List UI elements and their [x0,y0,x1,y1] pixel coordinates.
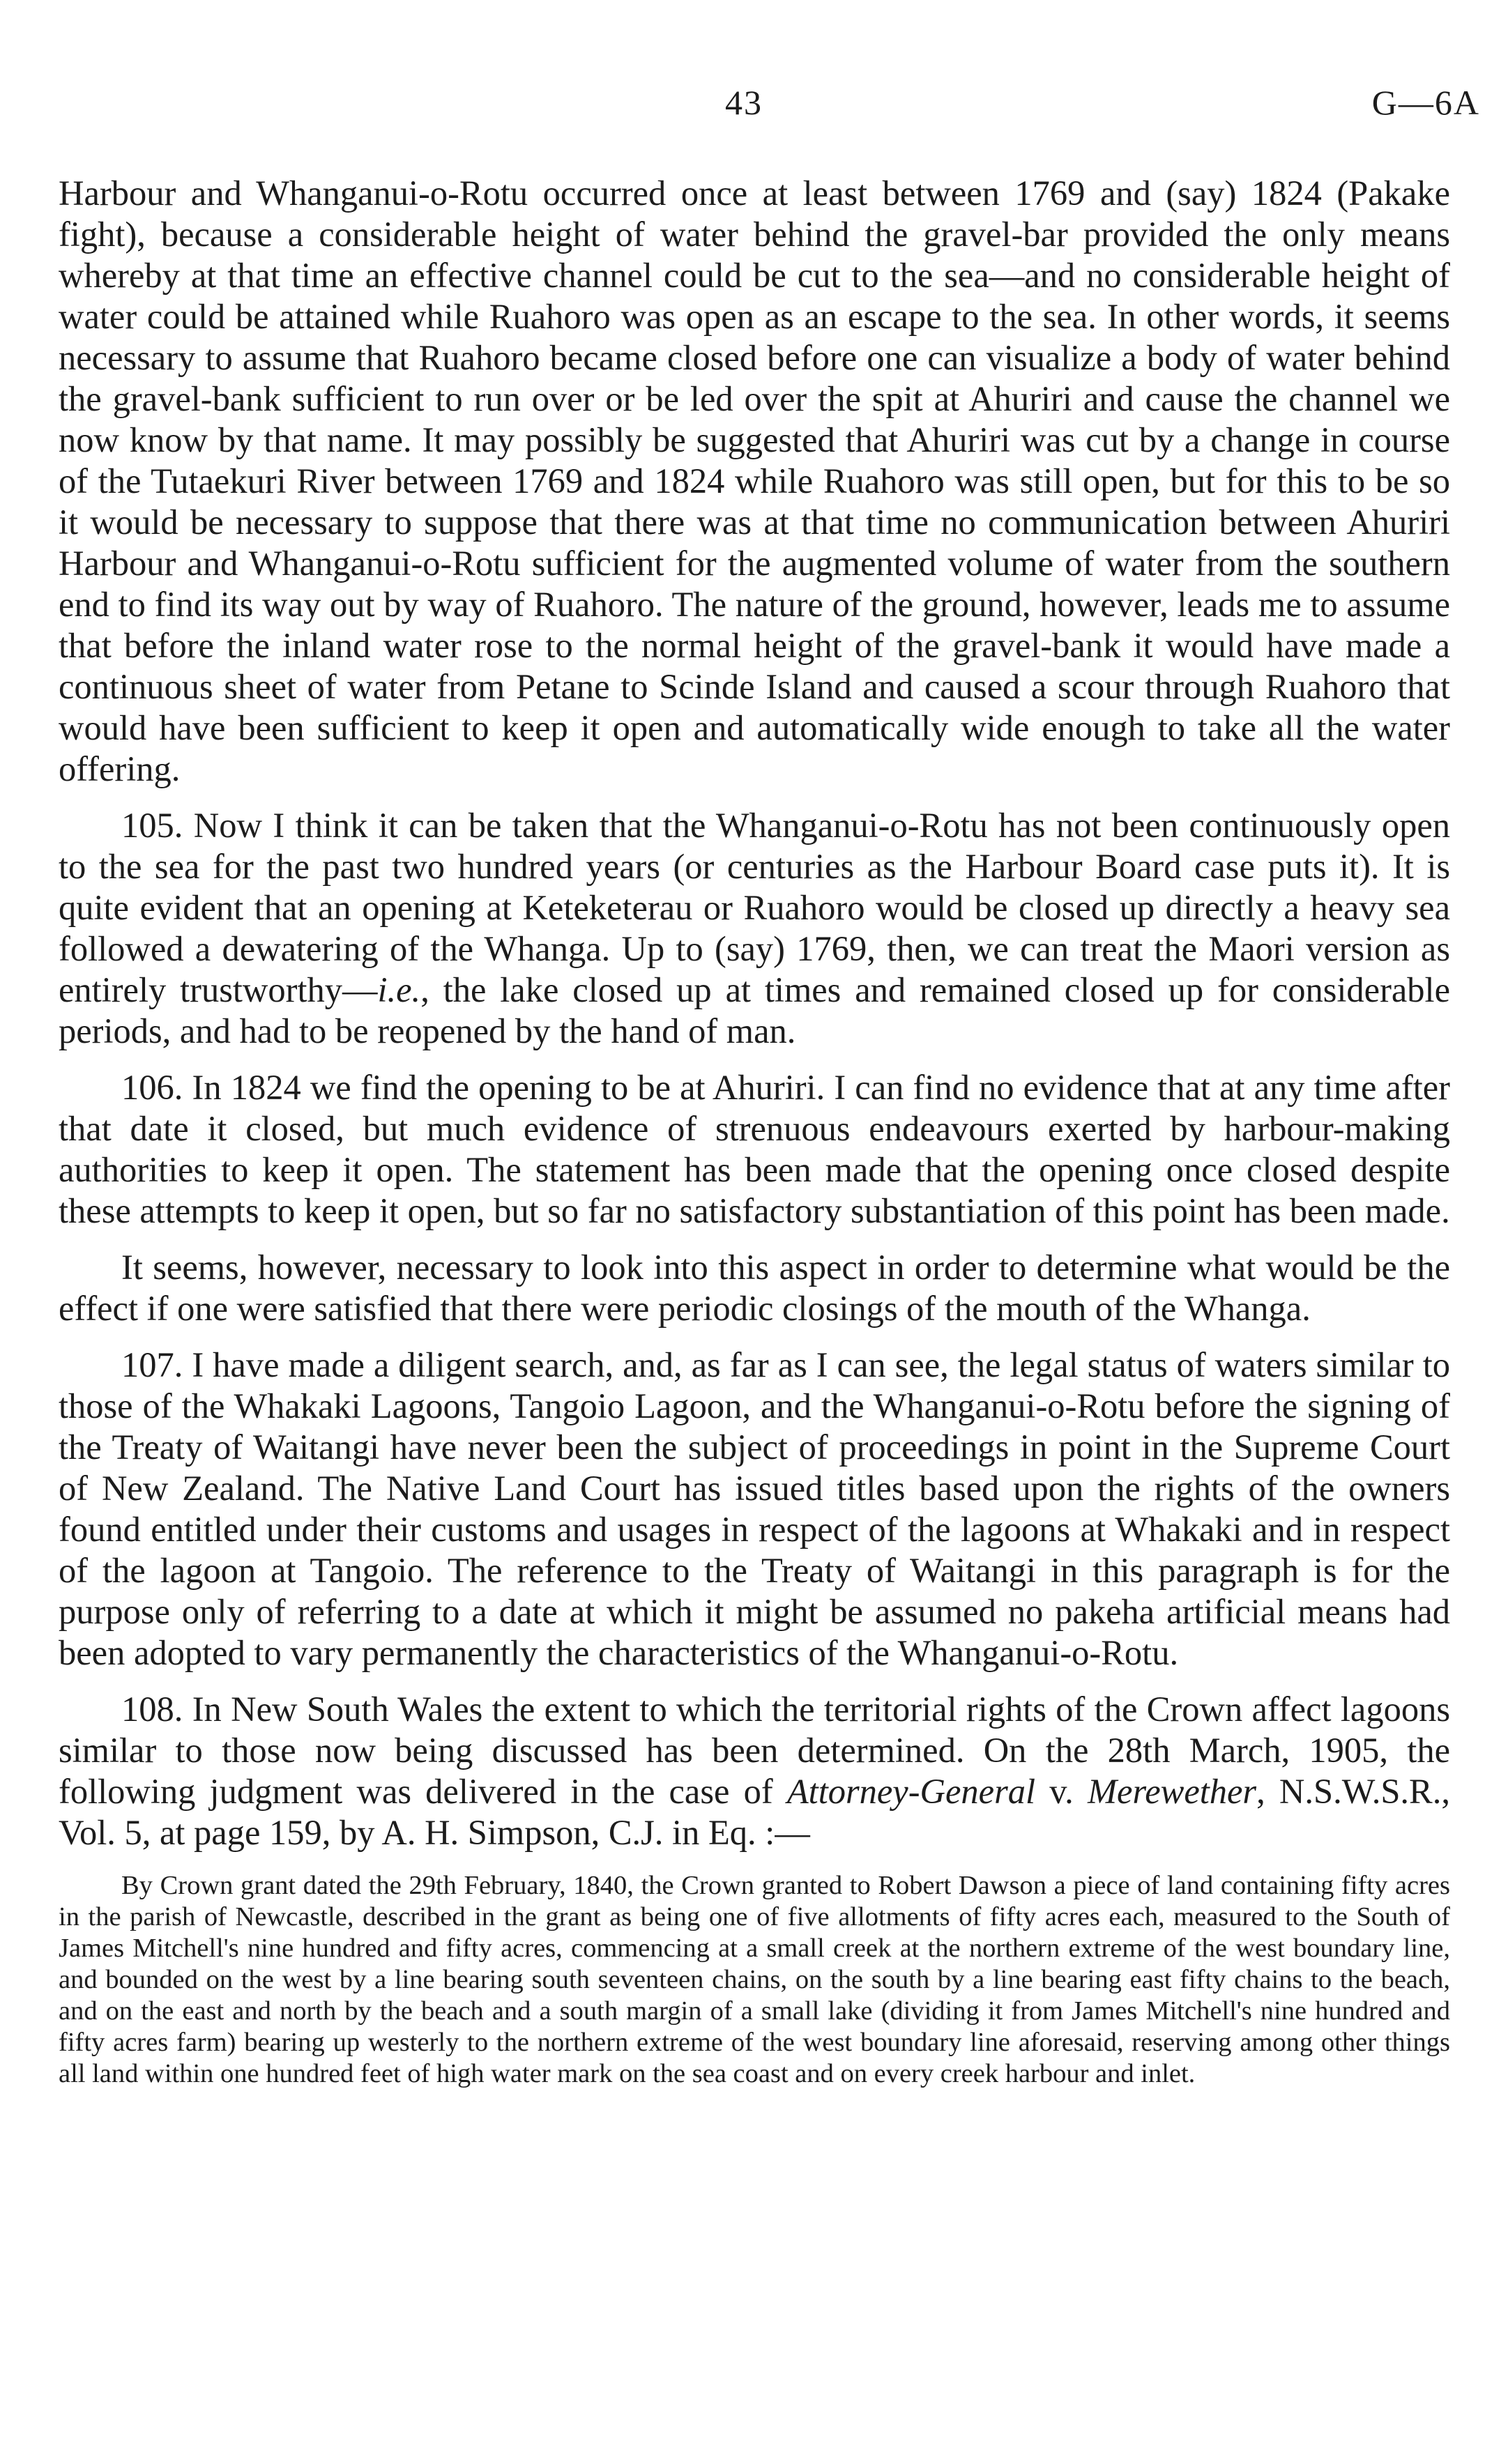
body-text [59,173,1450,2090]
paragraph-108: 108. In New South Wales the extent to which the territorial rights of the Crown affect lagoons similar to those now being discussed has been determined. On the 28th March, 1905, the following judgment was delivered in the case of Attorney-General v. Merewether, N.S.W.S.R., Vol. 5, at page 159, by A. H. Simpson, C.J. in Eq. :— [59,1690,1450,1852]
page-header [0,82,1508,131]
document-reference: G—6A [1371,83,1480,122]
paragraph-107: 107. I have made a diligent search, and, as far as I can see, the legal status of waters similar to those of the Whakaki Lagoons, Tangoio Lagoon, and the Whanganui-o-Rotu before the signing of the Treaty of Waitangi have never been the subject of proceedings in point in the Supreme Court of New Zealand. The Native Land Court has issued titles based upon the rights of the owners found entitled under their customs and usages in respect of the lagoons at Whakaki and in respect of the lagoon at Tangoio. The reference to the Treaty of Waitangi in this paragraph is for the purpose only of referring to a date at which it might be assumed no pakeha artificial means had been adopted to vary permanently the characteristics of the Whanganui-o-Rotu. [59,1345,1450,1672]
paragraph-106: 106. In 1824 we find the opening to be at Ahuriri. I can find no evidence that at any time after that date it closed, but much evidence of strenuous endeavours exerted by harbour-making authorities to keep it open. The statement has been made that the opening once closed despite these attempts to keep it open, but so far no satisfactory substantiation of this point has been made. [59,1068,1450,1230]
page-number: 43 [725,83,763,122]
judgment-quote: By Crown grant dated the 29th February, 1840, the Crown granted to Robert Dawson a piece of land containing fifty acres in the parish of Newcastle, described in the grant as being one of five allotments of fifty acres each, measured to the South of James Mitchell's nine hundred and fifty acres, commencing at a small creek at the northern extreme of the west boundary line, and bounded on the west by a line bearing south seventeen chains, on the south by a line bearing east fifty chains to the beach, and on the east and north by the beach and a south margin of a small lake (dividing it from James Mitchell's nine hundred and fifty acres farm) bearing up westerly to the northern extreme of the west boundary line aforesaid, reserving among other things all land within one hundred feet of high water mark on the sea coast and on every creek harbour and inlet. [59,1871,1450,2088]
paragraph-105: 105. Now I think it can be taken that the Whanganui-o-Rotu has not been continuously open to the sea for the past two hundred years (or centuries as the Harbour Board case puts it). It is quite evident that an opening at Keteketerau or Ruahoro would be closed up directly a heavy sea followed a dewatering of the Whanga. Up to (say) 1769, then, we can treat the Maori version as entirely trustworthy—i.e., the lake closed up at times and remained closed up for considerable periods, and had to be reopened by the hand of man. [59,806,1450,1050]
paragraph-continuation: Harbour and Whanganui-o-Rotu occurred once at least between 1769 and (say) 1824 (Pakake fight), because a considerable height of water behind the gravel-bar provided the only means whereby at that time an effective channel could be cut to the sea—and no considerable height of water could be attained while Ruahoro was open as an escape to the sea. In other words, it seems necessary to assume that Ruahoro became closed before one can visualize a body of water behind the gravel-bank sufficient to run over or be led over the spit at Ahuriri and cause the channel we now know by that name. It may possibly be suggested that Ahuriri was cut by a change in course of the Tutaekuri River between 1769 and 1824 while Ruahoro was still open, but for this to be so it would be necessary to suppose that there was at that time no communication between Ahuriri Harbour and Whanganui-o-Rotu sufficient for the augmented volume of water from the southern end to find its way out by way of Ruahoro. The nature of the ground, however, leads me to assume that before the inland water rose to the normal height of the gravel-bank it would have made a continuous sheet of water from Petane to Scinde Island and caused a scour through Ruahoro that would have been sufficient to keep it open and automatically wide enough to take all the water offering. [59,174,1450,788]
paragraph-106-continued: It seems, however, necessary to look into this aspect in order to determine what would be the effect if one were satisfied that there were periodic closings of the mouth of the Whanga. [59,1248,1450,1328]
